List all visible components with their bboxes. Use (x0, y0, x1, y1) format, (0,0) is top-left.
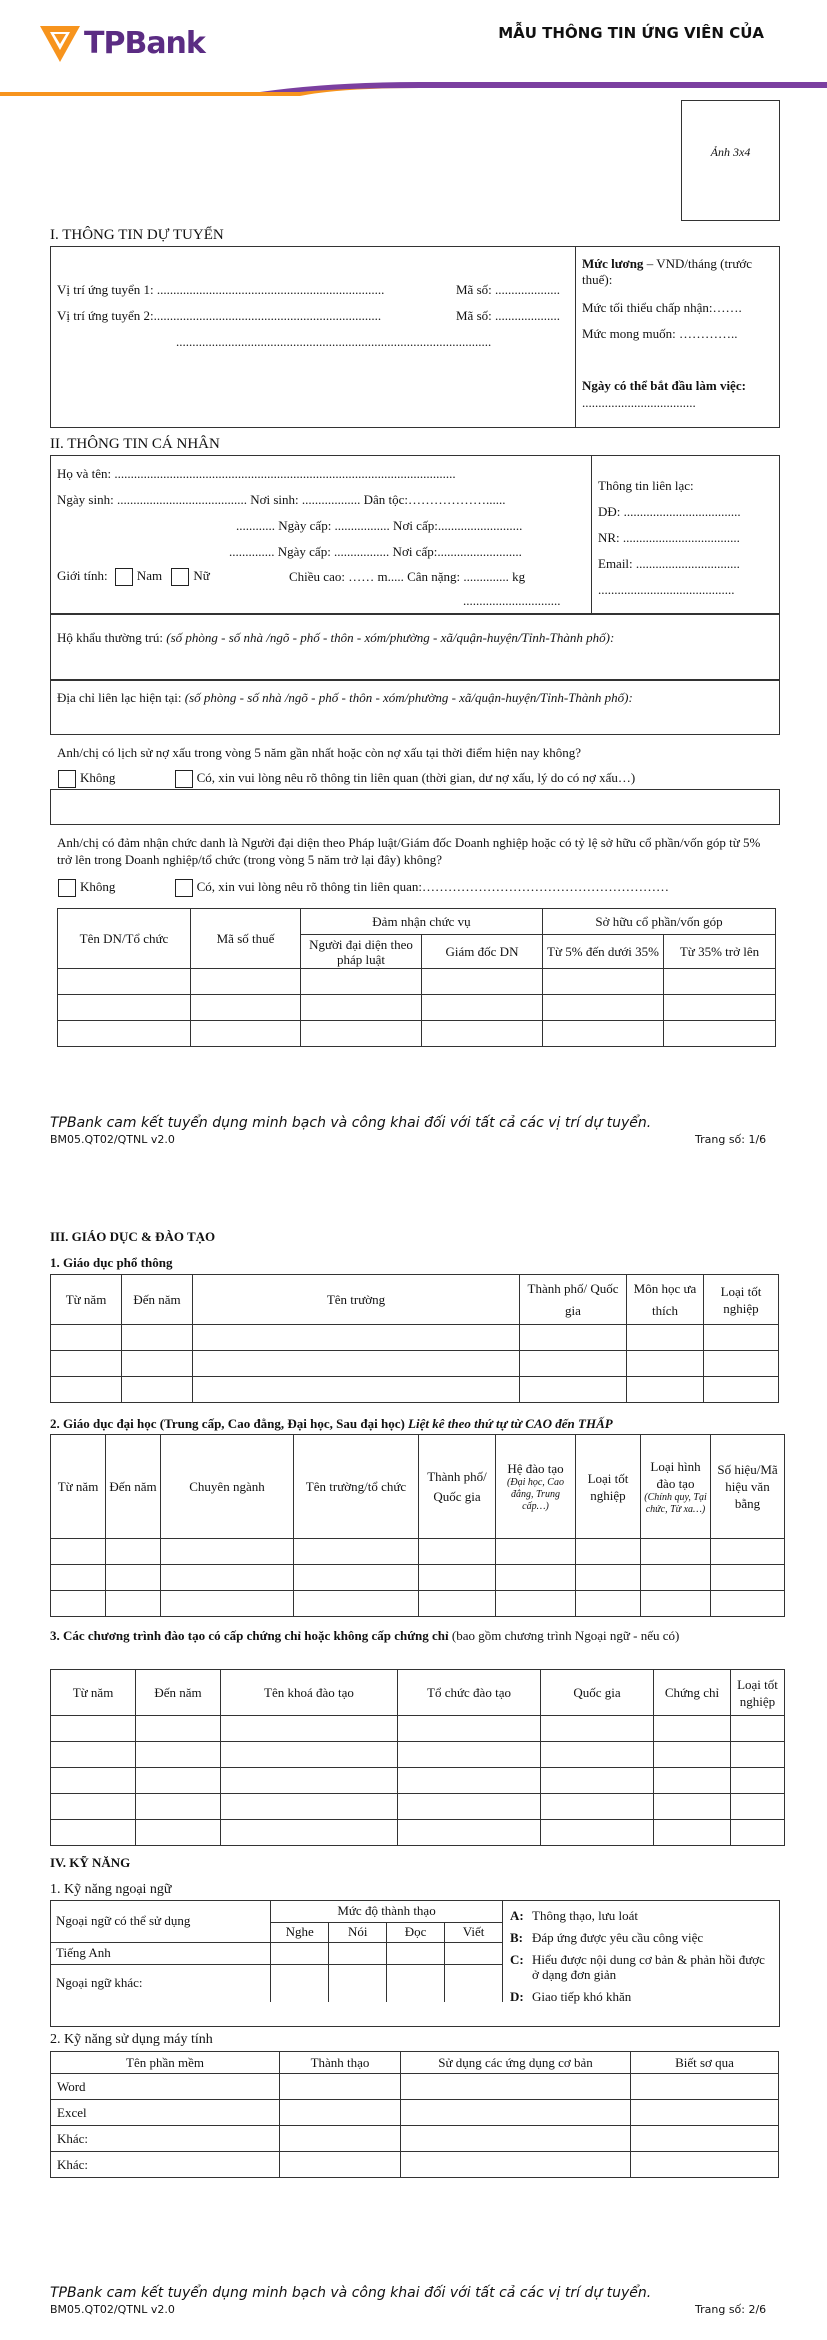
position-extra-field[interactable]: ................................................................................................. (176, 334, 492, 349)
table-row[interactable] (51, 1794, 785, 1820)
email-field[interactable]: Email: ................................ (598, 556, 740, 571)
col-write: Viết (445, 1922, 503, 1942)
section-2-title: II. THÔNG TIN CÁ NHÂN (50, 436, 220, 452)
photo-label: Ảnh 3x4 (710, 145, 751, 159)
table-row[interactable] (51, 1768, 785, 1794)
permanent-address-label (57, 630, 614, 646)
table-row[interactable]: Khác: (51, 2126, 779, 2152)
table-row[interactable] (51, 1742, 785, 1768)
computer-title: 2. Kỹ năng sử dụng máy tính (50, 2032, 213, 2047)
gender-row (57, 568, 210, 586)
start-date-field[interactable] (582, 377, 772, 411)
contact-extra-field[interactable]: .......................................... (598, 582, 735, 597)
col-know: Biết sơ qua (631, 2052, 779, 2074)
training-title (50, 1628, 679, 1644)
table-row[interactable] (58, 995, 776, 1021)
footer-slogan-2: TPBank cam kết tuyển dụng minh bạch và công khai đối với tất cả các vị trí dự tuyển. (50, 2285, 652, 2301)
col-company: Tên DN/Tổ chức (58, 909, 191, 969)
language-table (50, 1900, 503, 2002)
id-field-1[interactable]: ............ Ngày cấp: ................. Nơi cấp:.......................... (236, 518, 523, 533)
table-row[interactable] (51, 1377, 779, 1403)
debt-question: Anh/chị có lịch sử nợ xấu trong vòng 5 năm gần nhất hoặc còn nợ xấu tại thời điểm hiện nay không? (57, 745, 582, 760)
col-type (641, 1435, 711, 1539)
table-row[interactable] (50, 1964, 503, 2002)
debt-yes-label: Có, xin vui lòng nêu rõ thông tin liên quan (thời gian, dư nợ xấu, lý do có nợ xấu…) (196, 770, 636, 785)
table-row[interactable] (51, 1716, 785, 1742)
table-row[interactable] (50, 1942, 503, 1964)
general-edu-table (50, 1274, 779, 1403)
col-speak: Nói (329, 1922, 387, 1942)
role-question: Anh/chị có đảm nhận chức danh là Người đại diện theo Pháp luật/Giám đốc Doanh nghiệp hoặc có tỷ lệ sở hữu cổ phần/vốn góp từ 5% trở lên trong Doanh nghiệp/tổ chức (trong vòng 5 năm trở lại đây) không? (57, 835, 761, 867)
current-address-box[interactable] (50, 679, 780, 735)
position-2-field[interactable]: Vị trí ứng tuyển 2:...................................................................... (57, 308, 382, 323)
footer-page-1: Trang số: 1/6 (695, 1133, 767, 1146)
role-no-checkbox[interactable] (58, 879, 76, 897)
dob-field[interactable]: Ngày sinh: ........................................ Nơi sinh: .................. Dân tộc:………………...... (57, 492, 506, 507)
english-label: Tiếng Anh (50, 1942, 271, 1964)
table-row[interactable] (51, 1351, 779, 1377)
other-language-label: Ngoại ngữ khác: (50, 1964, 271, 2002)
section-4-title: IV. KỸ NĂNG (50, 1855, 131, 1870)
col-city: Thành phố/ Quốc gia (419, 1435, 496, 1539)
col-major: Chuyên ngành (161, 1435, 294, 1539)
col-rank: Loại tốt nghiệp (704, 1275, 779, 1325)
col-to: Đến năm (106, 1435, 161, 1539)
higher-edu-note: Liệt kê theo thứ tự từ CAO đến THẤP (404, 1416, 613, 1431)
perm-note: (số phòng - số nhà /ngõ - phố - thôn - xóm/phường - xã/quận-huyện/Tỉnh-Thành phố): (166, 630, 615, 645)
salary-label (582, 256, 772, 288)
sys-note: (Đại học, Cao đẳng, Trung cấp…) (507, 1477, 564, 1512)
footer-code-2: BM05.QT02/QTNL v2.0 (50, 2303, 175, 2316)
header-stripe (0, 82, 827, 98)
language-title: 1. Kỹ năng ngoại ngữ (50, 1882, 172, 1897)
position-1-field[interactable]: Vị trí ứng tuyển 1: ...................................................................... (57, 282, 385, 297)
photo-box[interactable] (681, 100, 780, 221)
col-school: Tên trường (193, 1275, 520, 1325)
role-options (58, 879, 669, 897)
col-from: Từ năm (51, 1435, 106, 1539)
type-label: Loại hình đào tạo (650, 1458, 701, 1491)
table-row[interactable]: Khác: (51, 2152, 779, 2178)
col-rank: Loại tốt nghiệp (731, 1670, 785, 1716)
logo (38, 22, 208, 66)
col-software: Tên phần mềm (51, 2052, 280, 2074)
type-note: (Chính quy, Tại chức, Từ xa…) (644, 1491, 707, 1515)
col-school: Tên trường/tổ chức (294, 1435, 419, 1539)
col-share-5: Từ 5% đến dưới 35% (543, 935, 664, 969)
col-city: Thành phố/ Quốc gia (520, 1275, 627, 1325)
logo-text: TPBank (84, 26, 205, 61)
section-1-title: I. THÔNG TIN DỰ TUYỂN (50, 227, 224, 243)
personal-divider (591, 455, 592, 613)
col-legal-rep: Người đại diện theo pháp luật (301, 935, 422, 969)
salary-bold: Mức lương (582, 256, 644, 271)
general-edu-title: 1. Giáo dục phổ thông (50, 1255, 173, 1270)
permanent-address-box[interactable] (50, 613, 780, 681)
legend-item: B: Đáp ứng được yêu cầu công việc (510, 1930, 704, 1945)
start-date-dots: ................................... (582, 395, 696, 410)
col-group-role: Đảm nhận chức vụ (301, 909, 543, 935)
col-language: Ngoại ngữ có thể sử dụng (50, 1900, 271, 1942)
gender-label: Giới tính: (57, 568, 108, 583)
male-checkbox[interactable] (115, 568, 133, 586)
form-title: MẪU THÔNG TIN ỨNG VIÊN CỦA (498, 24, 764, 42)
footer-slogan-1: TPBank cam kết tuyển dụng minh bạch và công khai đối với tất cả các vị trí dự tuyển. (50, 1115, 652, 1131)
table-row[interactable] (58, 1021, 776, 1047)
start-date-bold: Ngày có thể bắt đầu làm việc: (582, 378, 746, 393)
col-cert: Số hiệu/Mã hiệu văn bằng (711, 1435, 785, 1539)
col-fav: Môn học ưa thích (627, 1275, 704, 1325)
col-pro: Thành thạo (280, 2052, 401, 2074)
female-label: Nữ (193, 568, 210, 583)
perm-label: Hộ khẩu thường trú: (57, 630, 163, 645)
col-to: Đến năm (136, 1670, 221, 1716)
mobile-field[interactable]: DĐ: .................................... (598, 504, 741, 519)
role-yes-label: Có, xin vui lòng nêu rõ thông tin liên quan:………………………………………………… (196, 879, 669, 894)
table-row[interactable] (51, 1565, 785, 1591)
table-row[interactable] (51, 1820, 785, 1846)
col-listen: Nghe (271, 1922, 329, 1942)
debt-yes-checkbox[interactable] (175, 770, 193, 788)
height-weight-field[interactable]: Chiều cao: …… m..... Cân nặng: .............. kg (289, 569, 526, 584)
higher-edu-title (50, 1416, 613, 1432)
col-from: Từ năm (51, 1670, 136, 1716)
col-tax: Mã số thuế (191, 909, 301, 969)
id-field-2[interactable]: .............. Ngày cấp: ................. Nơi cấp:.......................... (229, 544, 522, 559)
level-legend (510, 1908, 772, 2004)
higher-edu-table (50, 1434, 785, 1617)
curr-note: (số phòng - số nhà /ngõ - phố - thôn - xóm/phường - xã/quận-huyện/Tỉnh-Thành phố): (184, 690, 633, 705)
debt-details-box[interactable] (50, 789, 780, 825)
sys-label: Hệ đào tạo (507, 1461, 564, 1476)
legend-item: D: Giao tiếp khó khăn (510, 1989, 632, 2004)
male-label: Nam (136, 568, 163, 583)
col-level: Mức độ thành thạo (271, 1900, 503, 1922)
debt-no-checkbox[interactable] (58, 770, 76, 788)
table-row[interactable]: Word (51, 2074, 779, 2100)
debt-options (58, 770, 635, 788)
legend-item: A: Thông thạo, lưu loát (510, 1908, 638, 1923)
training-bold: 3. Các chương trình đào tạo có cấp chứng chỉ hoặc không cấp chứng chỉ (50, 1628, 449, 1643)
phone-field[interactable]: NR: .................................... (598, 530, 740, 545)
table-row[interactable] (51, 1591, 785, 1617)
tpbank-logo-icon (38, 22, 82, 66)
col-course: Tên khoá đào tạo (221, 1670, 398, 1716)
table-row[interactable] (51, 1539, 785, 1565)
col-system (496, 1435, 576, 1539)
desired-salary-field[interactable]: Mức mong muốn: ………….. (582, 326, 738, 341)
higher-edu-bold: 2. Giáo dục đại học (Trung cấp, Cao đẳng, Đại học, Sau đại học) (50, 1416, 405, 1431)
legend-item: C: Hiểu được nội dung cơ bản & phản hồi được ở dạng đơn giản (510, 1952, 765, 1982)
contact-title: Thông tin liên lạc: (598, 478, 694, 493)
min-salary-field[interactable]: Mức tối thiểu chấp nhận:……. (582, 300, 742, 315)
table-row[interactable] (51, 1325, 779, 1351)
section-1-divider (575, 246, 576, 427)
section-3-title: III. GIÁO DỤC & ĐÀO TẠO (50, 1229, 216, 1244)
col-cert: Chứng chỉ (654, 1670, 731, 1716)
code-2-field[interactable]: Mã số: .................... (456, 308, 560, 323)
col-group-share: Sở hữu cổ phần/vốn góp (543, 909, 776, 935)
table-row[interactable] (58, 969, 776, 995)
computer-table (50, 2051, 779, 2178)
col-to: Đến năm (122, 1275, 193, 1325)
curr-label: Địa chỉ liên lạc hiện tại: (57, 690, 182, 705)
col-basic: Sử dụng các ứng dụng cơ bản (401, 2052, 631, 2074)
col-rank: Loại tốt nghiệp (576, 1435, 641, 1539)
col-share-35: Từ 35% trở lên (664, 935, 776, 969)
col-from: Từ năm (51, 1275, 122, 1325)
col-director: Giám đốc DN (422, 935, 543, 969)
code-1-field[interactable]: Mã số: .................... (456, 282, 560, 297)
role-yes-checkbox[interactable] (175, 879, 193, 897)
salary-rest: – VND/tháng (trước thuế): (582, 256, 753, 287)
footer-page-2: Trang số: 2/6 (695, 2303, 767, 2316)
name-field[interactable]: Họ và tên: ......................................................................................................... (57, 466, 456, 481)
footer-code-1: BM05.QT02/QTNL v2.0 (50, 1133, 175, 1146)
female-checkbox[interactable] (171, 568, 189, 586)
training-table (50, 1669, 785, 1846)
current-address-label (57, 690, 633, 706)
role-table (57, 908, 776, 1047)
col-read: Đọc (387, 1922, 445, 1942)
debt-no-label: Không (80, 770, 116, 785)
table-row[interactable]: Excel (51, 2100, 779, 2126)
col-org: Tổ chức đào tạo (398, 1670, 541, 1716)
col-country: Quốc gia (541, 1670, 654, 1716)
training-rest: (bao gồm chương trình Ngoại ngữ - nếu có) (448, 1628, 680, 1643)
role-no-label: Không (80, 879, 116, 894)
extra-dots-field[interactable]: .............................. (463, 593, 561, 608)
